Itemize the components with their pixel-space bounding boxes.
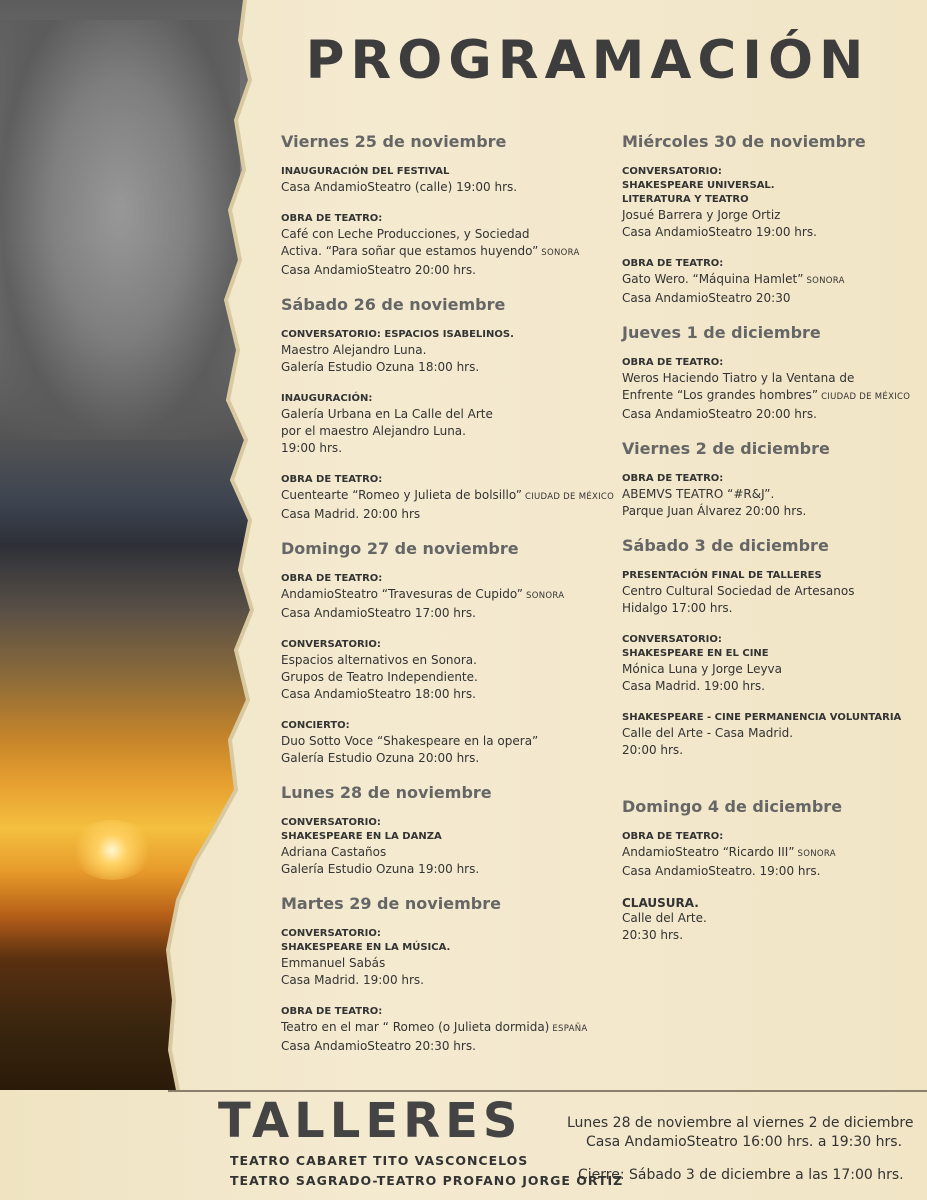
event-location-tag: SONORA: [538, 248, 580, 258]
event-category: INAUGURACIÓN DEL FESTIVAL: [281, 166, 450, 177]
day-heading: Domingo 4 de diciembre: [622, 797, 843, 816]
event: [281, 473, 615, 523]
day-heading: Jueves 1 de diciembre: [622, 323, 821, 342]
event-line: Casa AndamioSteatro 20:00 hrs.: [281, 263, 476, 277]
event-line: Enfrente “Los grandes hombres” CIUDAD DE MÉXICO: [622, 388, 911, 402]
event: [281, 927, 581, 989]
event-category: CONVERSATORIO:: [281, 639, 381, 650]
event-line: Casa AndamioSteatro (calle) 19:00 hrs.: [281, 180, 518, 194]
event-line: Emmanuel Sabás: [281, 956, 386, 970]
event-line: Casa AndamioSteatro 19:00 hrs.: [622, 225, 817, 239]
talleres-place: Casa AndamioSteatro 16:00 hrs. a 19:30 hrs.: [586, 1134, 903, 1150]
event-line: 19:00 hrs.: [281, 441, 343, 455]
event-category: SHAKESPEARE EN EL CINE: [622, 648, 769, 659]
event-line: Weros Haciendo Tiatro y la Ventana de: [622, 371, 855, 385]
event: [281, 719, 581, 767]
talleres-line-1: TEATRO CABARET TITO VASCONCELOS: [230, 1153, 529, 1168]
event: [622, 356, 922, 423]
event-category: OBRA DE TEATRO:: [281, 573, 383, 584]
event-category: OBRA DE TEATRO:: [622, 473, 724, 484]
event-location-tag: CIUDAD DE MÉXICO: [818, 392, 911, 402]
event-category: SHAKESPEARE EN LA DANZA: [281, 831, 442, 842]
event: [622, 472, 922, 520]
event-line: Café con Leche Producciones, y Sociedad: [281, 227, 530, 241]
day-block: [281, 539, 581, 767]
event-category: CONVERSATORIO:: [622, 634, 722, 645]
event-location-tag: SONORA: [803, 276, 845, 286]
event: [281, 816, 581, 878]
event-category: CLAUSURA.: [622, 896, 699, 910]
event: [622, 711, 922, 759]
event-location-tag: CIUDAD DE MÉXICO: [521, 492, 615, 502]
event-category: CONVERSATORIO: ESPACIOS ISABELINOS.: [281, 329, 514, 340]
event: [622, 896, 922, 944]
day-heading: Sábado 3 de diciembre: [622, 536, 829, 555]
event-line: Galería Estudio Ozuna 19:00 hrs.: [281, 862, 480, 876]
day-block: [622, 439, 922, 520]
day-heading: Viernes 25 de noviembre: [281, 132, 507, 151]
event-category: SHAKESPEARE UNIVERSAL.: [622, 180, 775, 191]
event: [622, 633, 922, 695]
event-line: Casa AndamioSteatro 20:30: [622, 291, 791, 305]
day-block: [281, 132, 581, 279]
event-location-tag: SONORA: [523, 591, 565, 601]
day-block: [281, 894, 588, 1055]
event-location-tag: SONORA: [794, 849, 836, 859]
event: [281, 328, 581, 376]
event-category: OBRA DE TEATRO:: [281, 213, 383, 224]
talleres-closing: Cierre: Sábado 3 de diciembre a las 17:00 hrs.: [578, 1167, 904, 1183]
event-category: INAUGURACIÓN:: [281, 393, 373, 404]
event-line: Centro Cultural Sociedad de Artesanos: [622, 584, 855, 598]
event: [281, 165, 581, 196]
page-title: PROGRAMACIÓN: [305, 30, 870, 91]
event-category: CONVERSATORIO:: [281, 928, 381, 939]
event-line: Casa AndamioSteatro 18:00 hrs.: [281, 687, 476, 701]
event-line: Gato Wero. “Máquina Hamlet” SONORA: [622, 272, 845, 286]
event-line: Josué Barrera y Jorge Ortiz: [622, 208, 781, 222]
event-line: Activa. “Para soñar que estamos huyendo” SONORA: [281, 244, 580, 258]
schedule-left-column: [281, 132, 615, 1071]
day-heading: Lunes 28 de noviembre: [281, 783, 492, 802]
day-block: [622, 797, 922, 944]
event-line: Calle del Arte - Casa Madrid.: [622, 726, 794, 740]
event-category: SHAKESPEARE - CINE PERMANENCIA VOLUNTARIA: [622, 712, 902, 723]
event-line: Casa AndamioSteatro 17:00 hrs.: [281, 606, 476, 620]
event: [281, 638, 581, 703]
event: [622, 830, 922, 880]
event-line: Calle del Arte.: [622, 911, 707, 925]
day-block: [622, 132, 922, 307]
event-category: CONCIERTO:: [281, 720, 350, 731]
event-line: por el maestro Alejandro Luna.: [281, 424, 466, 438]
day-block: [622, 323, 922, 423]
event-line: Grupos de Teatro Independiente.: [281, 670, 478, 684]
event: [281, 212, 581, 279]
day-heading: Viernes 2 de diciembre: [622, 439, 830, 458]
event-line: Mónica Luna y Jorge Leyva: [622, 662, 783, 676]
event-line: Casa AndamioSteatro 20:30 hrs.: [281, 1039, 476, 1053]
event-line: Casa Madrid. 19:00 hrs.: [281, 973, 424, 987]
event: [622, 165, 922, 241]
event-line: AndamioSteatro “Ricardo III” SONORA: [622, 845, 836, 859]
event-line: Galería Estudio Ozuna 20:00 hrs.: [281, 751, 480, 765]
event-line: Adriana Castaños: [281, 845, 387, 859]
event-category: OBRA DE TEATRO:: [622, 357, 724, 368]
sun-glow: [72, 820, 152, 880]
event-category: CONVERSATORIO:: [281, 817, 381, 828]
event: [622, 569, 922, 617]
event-line: Galería Estudio Ozuna 18:00 hrs.: [281, 360, 480, 374]
event-line: 20:30 hrs.: [622, 928, 684, 942]
shakespeare-portrait: [0, 20, 240, 440]
day-block: [281, 783, 581, 878]
day-heading: Sábado 26 de noviembre: [281, 295, 506, 314]
event-line: Espacios alternativos en Sonora.: [281, 653, 477, 667]
event-category: OBRA DE TEATRO:: [281, 1006, 383, 1017]
event-line: Galería Urbana en La Calle del Arte: [281, 407, 493, 421]
event: [281, 1005, 588, 1055]
talleres-dates: Lunes 28 de noviembre al viernes 2 de diciembre: [567, 1115, 914, 1131]
day-heading: Domingo 27 de noviembre: [281, 539, 519, 558]
event-line: Cuentearte “Romeo y Julieta de bolsillo” CIUDAD DE MÉXICO: [281, 488, 615, 502]
event-category: PRESENTACIÓN FINAL DE TALLERES: [622, 570, 822, 581]
event-line: 20:00 hrs.: [622, 743, 684, 757]
event-line: Casa Madrid. 20:00 hrs: [281, 507, 421, 521]
event-line: ABEMVS TEATRO “#R&J”.: [622, 487, 775, 501]
event-line: Hidalgo 17:00 hrs.: [622, 601, 733, 615]
event-category: OBRA DE TEATRO:: [622, 258, 724, 269]
event-line: Casa Madrid. 19:00 hrs.: [622, 679, 765, 693]
event: [622, 257, 922, 307]
day-block: [281, 295, 615, 523]
event-category: OBRA DE TEATRO:: [281, 474, 383, 485]
event-category: SHAKESPEARE EN LA MÚSICA.: [281, 942, 451, 953]
event: [281, 572, 581, 622]
event-line: Parque Juan Álvarez 20:00 hrs.: [622, 504, 807, 518]
day-block: [622, 536, 922, 759]
event-line: Duo Sotto Voce “Shakespeare en la opera”: [281, 734, 539, 748]
event-line: Casa AndamioSteatro. 19:00 hrs.: [622, 864, 821, 878]
event-line: Maestro Alejandro Luna.: [281, 343, 427, 357]
day-heading: Miércoles 30 de noviembre: [622, 132, 866, 151]
event-category: CONVERSATORIO:: [622, 166, 722, 177]
day-heading: Martes 29 de noviembre: [281, 894, 501, 913]
event-line: AndamioSteatro “Travesuras de Cupido” SONORA: [281, 587, 565, 601]
event-line: Teatro en el mar “ Romeo (o Julieta dormida) ESPAÑA: [281, 1020, 588, 1034]
event-category: OBRA DE TEATRO:: [622, 831, 724, 842]
event-location-tag: ESPAÑA: [549, 1024, 588, 1034]
talleres-title: TALLERES: [218, 1093, 523, 1149]
event-category: LITERATURA Y TEATRO: [622, 194, 749, 205]
schedule-right-column: [622, 132, 922, 960]
event: [281, 392, 581, 457]
talleres-line-2: TEATRO SAGRADO-TEATRO PROFANO JORGE ORTIZ: [230, 1173, 624, 1188]
event-line: Casa AndamioSteatro 20:00 hrs.: [622, 407, 817, 421]
